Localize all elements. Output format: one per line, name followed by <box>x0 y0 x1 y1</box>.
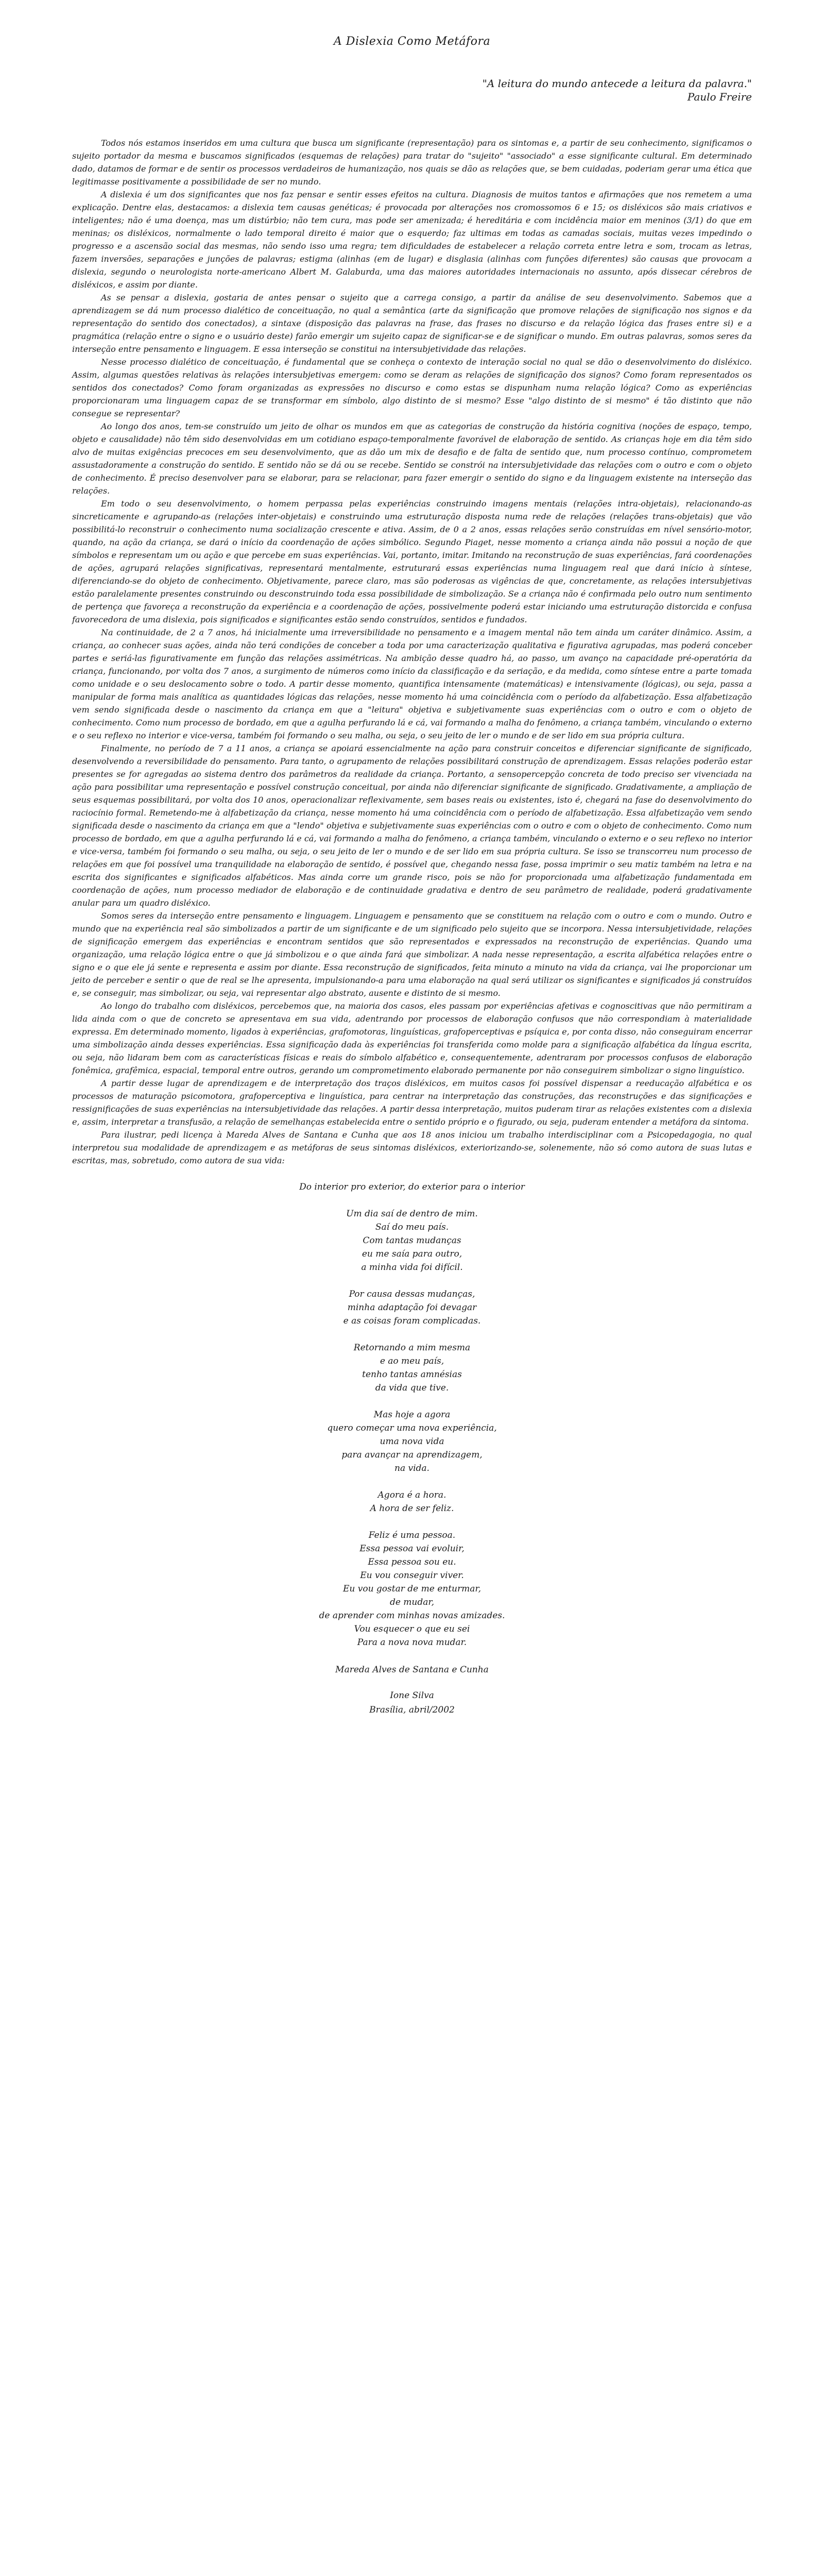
poem-line: Agora é a hora. <box>377 1490 447 1500</box>
poem-line: Eu vou gostar de me enturmar, <box>342 1584 482 1594</box>
poem-line: minha adaptação foi devagar <box>347 1302 477 1313</box>
poem-line: A hora de ser feliz. <box>370 1503 454 1514</box>
paragraph: Ao longo dos anos, tem-se construído um jeito de olhar os mundos em que as categorias de construção da história cognitiva (noções de espaço, tempo, objeto e causalidade) não têm sido desenvolvidas em um cotidiano espaço-temporalmente favorável de elaboração de sentido. As crianças hoje em dia têm sido alvo de muitas exigências precoces em seu desenvolvimento, que as dão um mix de desafio e de falta de sentido que, num processo contínuo, comprometem assustadoramente a construção do sentido. E sentido não se dá ou se recebe. Sentido se constrói na intersubjetividade das relações com o outro e com o objeto de conhecimento. É preciso desenvolver para se elaborar, para se relacionar, para fazer emergir o sentido do signo e da linguagem existente na interseção das relações. <box>72 421 752 496</box>
paragraph: Finalmente, no período de 7 a 11 anos, a criança se apoiará essencialmente na ação para construir conceitos e diferenciar significante de significado, desenvolvendo a reversibilidade do pensamento. Para tanto, o agrupamento de relações possibilitará construção de aprendizagem. Essas relações poderão estar presentes se for agregadas ao sistema dentro dos parâmetros da realidade da criança. Portanto, a sensopercepção concreta de todo preciso ser vivenciada na ação para possibilitar uma representação e possível construção conceitual, por ainda não diferenciar significante de significado. Gradativamente, a ampliação de seus esquemas possibilitará, por volta dos 10 anos, operacionalizar reflexivamente, sem bases reais ou existentes, isto é, chegará na fase do desenvolvimento do raciocínio formal. Remetendo-me à alfabetização da criança, nesse momento há uma coincidência com o período de alfabetização. Essa alfabetização vem sendo significada desde o nascimento da criança em que a "lendo" objetiva e subjetivamente suas experiências com o outro e com o objeto de conhecimento. Como num processo de bordado, em que a agulha perfurando lá e cá, vai formando a malha do fenômeno, a criança também, vinculando o externo e o seu reflexo no interior e vice-versa, também foi formando o seu malha, ou seja, o seu jeito de ler o mundo e de ser lido em sua própria cultura. Se isso se transcorreu num processo de relações em que foi possível uma tranquilidade na elaboração de sentido, é possível que, chegando nessa fase, possa imprimir o seu matiz também na letra e na escrita dos significantes e significados alfabéticos. Mas ainda corre um grande risco, pois se não for proporcionada uma alfabetização fundamentada em coordenação de ações, num processo mediador de elaboração e de continuidade gradativa e dentro de seu parâmetro de realidade, poderá gradativamente anular para um quadro disléxico. <box>72 743 752 908</box>
document-page <box>72 0 752 2576</box>
poem-line: Essa pessoa sou eu. <box>368 1557 456 1567</box>
signature-block <box>72 1663 752 1717</box>
paragraph: Nesse processo dialético de conceituação, é fundamental que se conheça o contexto de interação social no qual se dão o desenvolvimento do disléxico. Assim, algumas questões relativas às relações intersubjetivas emergem: como se deram as relações de significação dos signos? Como foram representados os sentidos dos conectados? Como foram organizadas as expressões no discurso e como estas se dispunham numa relação lógica? Como as experiências proporcionaram uma linguagem capaz de se transformar em símbolo, algo distinto de si mesmo? Esse "algo distinto de si mesmo" é tão distinto que não consegue se representar? <box>72 357 752 418</box>
poem-line: uma nova vida <box>380 1436 444 1447</box>
poem-stanza <box>72 1287 752 1328</box>
poem-line: Com tantas mudanças <box>363 1235 461 1246</box>
poem-stanza <box>72 1207 752 1274</box>
paragraph: Na continuidade, de 2 a 7 anos, há inicialmente uma irreversibilidade no pensamento e a imagem mental não tem ainda um caráter dinâmico. Assim, a criança, ao conhecer suas ações, ainda não terá condições de conceber a toda por uma caracterização qualitativa e figurativa agrupadas, mas poderá conceber partes e seriá-las figurativamente em função das relações assimétricas. Na ambição desse quadro há, ao passo, um avanço na capacidade pré-operatória da criança, funcionando, por volta dos 7 anos, a surgimento de números como início da classificação e da seriação, e da medida, como síntese entre a parte tomada como unidade e o seu deslocamento sobre o todo. A partir desse momento, quantifica intensamente (matemáticas) e intensivamente (lógicas), ou seja, passa a manipular de forma mais analítica as quantidades lógicas das relações, nesse momento há uma coincidência com o período da alfabetização. Essa alfabetização vem sendo significada desde o nascimento da criança em que a "leitura" objetiva e subjetivamente suas experiências com o outro e com o objeto de conhecimento. Como num processo de bordado, em que a agulha perfurando lá e cá, vai formando a malha do fenômeno, a criança também, vinculando o externo e o seu reflexo no interior e vice-versa, também foi formando o seu malha, ou seja, o seu jeito de ler o mundo e de ser lido em sua própria cultura. <box>72 628 752 740</box>
document-title: A Dislexia Como Metáfora <box>333 35 491 48</box>
paragraph: Todos nós estamos inseridos em uma cultura que busca um significante (representação) para os sintomas e, a partir de seu conhecimento, significamos o sujeito portador da mesma e buscamos significados (esquemas de relações) para tratar do "sujeito" "associado" a esse significante cultural. Em determinado dado, datamos de formar e de sentir os processos verdadeiros de humanização, nos quais se dão as relações que, se bem cuidadas, poderiam gerar uma ética que legitimasse positivamente a possibilidade de ser no mundo. <box>72 138 752 187</box>
body-text <box>72 137 752 1167</box>
poem-line: de aprender com minhas novas amizades. <box>319 1611 505 1621</box>
paragraph: A dislexia é um dos significantes que nos faz pensar e sentir esses efeitos na cultura. Diagnosis de muitos tantos e afirmações que nos remetem a uma explicação. Dentre elas, destacamos: a dislexia tem causas genéticas; é provocada por alterações nos cromossomos 6 e 15; os disléxicos são mais criativos e inteligentes; não é uma doença, mas um distúrbio; não tem cura, mas pode ser amenizada; é hereditária e com incidência maior em meninos (3/1) do que em meninas; os disléxicos, normalmente o lado temporal direito é maior que o esquerdo; faz ultimas em todas as camadas sociais, muitas vezes impedindo o progresso e a ascensão social das mesmas, não sendo isso uma regra; tem dificuldades de estabelecer a relação correta entre letra e som, trocam as letras, fazem inversões, separações e junções de palavras; estigma (alinhas (em de lugar) e disglasia (alinhas com funções diferentes) são causas que provocam a dislexia, segundo o neurologista norte-americano Albert M. Galaburda, uma das maiores autoridades internacionais no assunto, após dissecar cérebros de disléxicos, e assim por diante. <box>72 190 752 290</box>
poem-stanza <box>72 1529 752 1649</box>
poem-line: e ao meu país, <box>380 1356 444 1366</box>
poem-line: eu me saía para outro, <box>362 1249 462 1259</box>
poem-line: Feliz é uma pessoa. <box>368 1530 456 1540</box>
poem-line: Para a nova nova mudar. <box>357 1637 467 1648</box>
poem-line: para avançar na aprendizagem, <box>341 1450 483 1460</box>
poem-line: e as coisas foram complicadas. <box>343 1316 481 1326</box>
epigraph-quote: "A leitura do mundo antecede a leitura da palavra." <box>482 77 752 90</box>
poem-line: quero começar uma nova experiência, <box>327 1423 497 1433</box>
poem-line: Retornando a mim mesma <box>353 1343 471 1353</box>
poem-stanza <box>72 1488 752 1515</box>
paragraph: As se pensar a dislexia, gostaria de antes pensar o sujeito que a carrega consigo, a partir da análise de seu desenvolvimento. Sabemos que a aprendizagem se dá num processo dialético de conceituação, no qual a semântica (arte da significação que promove relações de significação nos signos e da representação do sentido dos conectados), a sintaxe (disposição das palavras na frase, das frases no discurso e da relação lógica das frases entre si) e a pragmática (relação entre o signo e o usuário deste) farão emergir um sujeito capaz de significar-se e de significar o mundo. Em outras palavras, somos seres da interseção entre pensamento e linguagem. E essa interseção se constitui na intersubjetividade das relações. <box>72 293 752 354</box>
poem <box>72 1180 752 1649</box>
poem-line: da vida que tive. <box>375 1383 449 1393</box>
poem-line: na vida. <box>394 1463 430 1473</box>
paragraph: Em todo o seu desenvolvimento, o homem perpassa pelas experiências construindo imagens mentais (relações intra-objetais), relacionando-as sincreticamente e agrupando-as (relações inter-objetais) e construindo uma estruturação disposta numa rede de relações (relações trans-objetais) que vão possibilitá-lo reconstruir o conhecimento numa socialização crescente e ativa. Assim, de 0 a 2 anos, essas relações serão construídas em nível sensório-motor, quando, na ação da criança, se dará o início da coordenação de ações simbólico. Segundo Piaget, nesse momento a criança ainda não possui a noção de que símbolos e representam um ou ação e que percebe em suas experiências. Vai, portanto, imitar. Imitando na reconstrução de suas experiências, fará coordenações de ações, agrupará relações significativas, representará mentalmente, estruturará essas experiências numa linguagem real que dará início à síntese, diferenciando-se do objeto de conhecimento. Objetivamente, parece claro, mas são poderosas as vigências de que, concretamente, as relações intersubjetivas estão paralelamente presentes construindo ou desconstruindo toda essa possibilidade de simbolização. Se a criança não é confirmada pelo outro num sentimento de pertença que favoreça a reconstrução da experiência e a coordenação de ações, possivelmente poderá estar iniciando uma estruturação distorcida e confusa favorecedora de uma dislexia, pois significados e significantes estão sendo construídos, sentidos e fundados. <box>72 499 752 624</box>
poem-stanza <box>72 1408 752 1475</box>
poem-line: Um dia saí de dentro de mim. <box>346 1209 478 1219</box>
epigraph-author: Paulo Freire <box>687 91 752 103</box>
paragraph: Ao longo do trabalho com disléxicos, percebemos que, na maioria dos casos, eles passam por experiências afetivas e cognoscitivas que não permitiram a lida ainda com o que de concreto se apresentava em sua vida, adentrando por processos de elaboração confusos que não correspondiam à materialidade expressa. Em determinado momento, ligados à experiências, grafomotoras, linguísticas, grafoperceptivas e psíquica e, por conta disso, não conseguiram encerrar uma simbolização ainda desses experiências. Essa significação dada às experiências foi transferida como molde para a significação alfabética da língua escrita, ou seja, não lidaram bem com as características físicas e reais do símbolo alfabético e, consequentemente, adentraram por processos confusos de elaboração fonêmica, grafêmica, espacial, temporal entre outros, gerando um comprometimento elaborado permanente por não conseguirem simbolizar o signo linguístico. <box>72 1001 752 1075</box>
poem-line: Saí do meu país. <box>375 1222 449 1232</box>
poem-line: Eu vou conseguir viver. <box>360 1570 464 1581</box>
poem-line: Vou esquecer o que eu sei <box>354 1624 470 1634</box>
poem-line: Essa pessoa vai evoluir, <box>359 1544 465 1554</box>
paragraph: Somos seres da interseção entre pensamento e linguagem. Linguagem e pensamento que se constituem na relação com o outro e com o mundo. Outro e mundo que na experiência real são simbolizados a partir de um significante e de um significado pelo sujeito que se incorpora. Nessa intersubjetividade, relações de significação emergem das experiências e encontram sentidos que são representados e expressados na reconstrução de experiências. Quando uma organização, uma relação lógica entre o que já simbolizou e o que ainda fará que simbolizar. A nada nesse representação, a escrita alfabética relações entre o signo e o que ele já sente e representa e assim por diante. Essa reconstrução de significados, feita minuto a minuto na vida da criança, vai lhe proporcionar um jeito de perceber e sentir o que de real se lhe apresenta, impulsionando-a para uma elaboração na qual será utilizar os significantes e significados já construídos e, se conseguir, mas simbolizar, ou seja, vai representar algo abstrato, ausente e distinto de si mesmo. <box>72 911 752 998</box>
poem-stanza <box>72 1341 752 1395</box>
poem-line: de mudar, <box>389 1597 435 1607</box>
text-author: Ione Silva <box>390 1690 434 1701</box>
poem-line: Por causa dessas mudanças, <box>349 1289 475 1299</box>
poem-author: Mareda Alves de Santana e Cunha <box>335 1665 489 1675</box>
poem-title: Do interior pro exterior, do exterior para o interior <box>299 1182 525 1192</box>
place-date: Brasília, abril/2002 <box>369 1705 455 1715</box>
paragraph: Para ilustrar, pedi licença à Mareda Alves de Santana e Cunha que aos 18 anos iniciou um trabalho interdisciplinar com a Psicopedagogia, no qual interpretou sua modalidade de aprendizagem e as metáforas de seus sintomas disléxicos, exteriorizando-se, solenemente, não só como autora de suas lutas e escritas, mas, sobretudo, como autora de sua vida: <box>72 1130 752 1165</box>
poem-line: tenho tantas amnésias <box>362 1369 462 1380</box>
poem-line: Mas hoje a agora <box>373 1410 451 1420</box>
paragraph: A partir desse lugar de aprendizagem e de interpretação dos traços disléxicos, em muitos casos foi possível dispensar a reeducação alfabética e os processos de maturação psicomotora, grafoperceptiva e linguística, para centrar na interpretação das construções, das reconstruções e das significações e ressignificações de suas experiências na intersubjetividade das relações. A partir dessa interpretação, muitos puderam tirar as relações existentes com a dislexia e, assim, interpretar a transfusão, a relação de semelhanças estabelecida entre o sentido próprio e o figurado, ou seja, puderam entender a metáfora da sintoma. <box>72 1078 752 1127</box>
poem-line: a minha vida foi difícil. <box>361 1262 463 1273</box>
